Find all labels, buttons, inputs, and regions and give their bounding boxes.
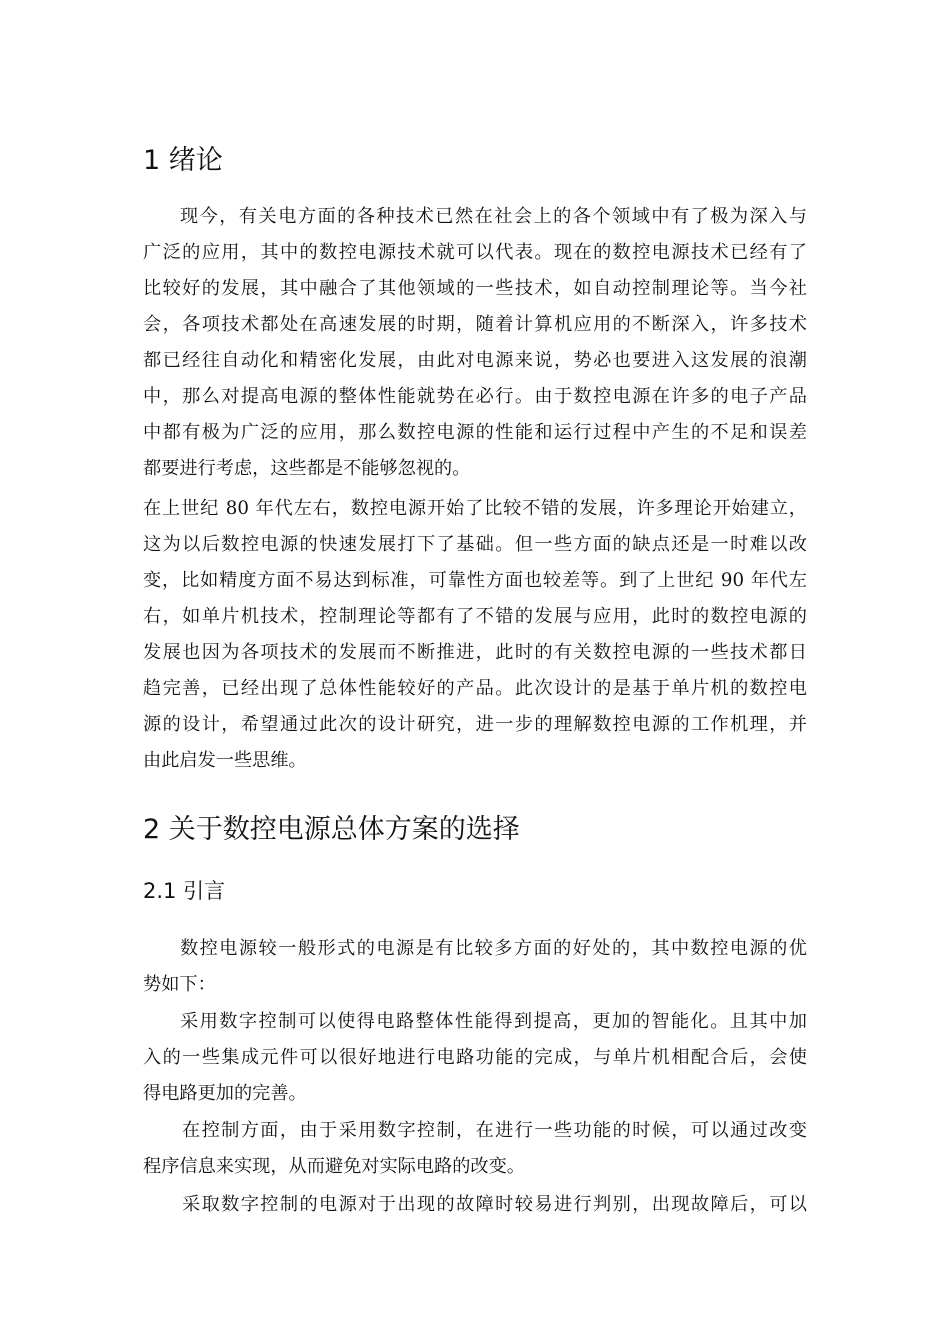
paragraph-line: 在控制方面，由于采用数字控制，在进行一些功能的时候，可以通过改变 (182, 1120, 807, 1141)
paragraph-line: 中都有极为广泛的应用，那么数控电源的性能和运行过程中产生的不足和误差 (143, 422, 807, 443)
paragraph-line: 趋完善，已经出现了总体性能较好的产品。此次设计的是基于单片机的数控电 (143, 678, 807, 699)
paragraph-line: 中，那么对提高电源的整体性能就势在必行。由于数控电源在许多的电子产品 (143, 386, 807, 407)
section-2-paragraph-1 (143, 931, 807, 1003)
section-2-paragraph-2 (143, 1004, 807, 1112)
paragraph-line: 源的设计，希望通过此次的设计研究，进一步的理解数控电源的工作机理，并 (143, 714, 807, 735)
paragraph-line: 现今，有关电方面的各种技术已然在社会上的各个领域中有了极为深入与 (180, 206, 807, 227)
paragraph-line: 右，如单片机技术，控制理论等都有了不错的发展与应用，此时的数控电源的 (143, 606, 807, 627)
paragraph-line: 会，各项技术都处在高速发展的时期，随着计算机应用的不断深入，许多技术 (143, 314, 807, 335)
paragraph-line: 在上世纪 80 年代左右，数控电源开始了比较不错的发展，许多理论开始建立， (143, 498, 807, 519)
paragraph-line: 这为以后数控电源的快速发展打下了基础。但一些方面的缺点还是一时难以改 (143, 534, 807, 555)
paragraph-line: 发展也因为各项技术的发展而不断推进，此时的有关数控电源的一些技术都日 (143, 642, 807, 663)
paragraph-line: 比较好的发展，其中融合了其他领域的一些技术，如自动控制理论等。当今社 (143, 278, 807, 299)
paragraph-line: 都要进行考虑，这些都是不能够忽视的。 (143, 458, 471, 479)
paragraph-line: 变，比如精度方面不易达到标准，可靠性方面也较差等。到了上世纪 90 年代左 (143, 570, 807, 591)
section-1-paragraph-1 (143, 199, 807, 487)
section-2-paragraph-3 (143, 1113, 807, 1185)
section-1-paragraph-2 (143, 491, 807, 779)
paragraph-line: 由此启发一些思维。 (143, 750, 307, 771)
paragraph-line: 采用数字控制可以使得电路整体性能得到提高，更加的智能化。且其中加 (180, 1011, 807, 1032)
subsection-heading-2-1: 2.1 引言 (143, 879, 226, 903)
paragraph-line: 程序信息来实现，从而避免对实际电路的改变。 (143, 1156, 525, 1177)
section-heading-2: 2 关于数控电源总体方案的选择 (143, 814, 520, 845)
paragraph-line: 数控电源较一般形式的电源是有比较多方面的好处的，其中数控电源的优 (180, 938, 807, 959)
paragraph-line: 采取数字控制的电源对于出现的故障时较易进行判别，出现故障后，可以 (182, 1194, 807, 1215)
paragraph-line: 都已经往自动化和精密化发展，由此对电源来说，势必也要进入这发展的浪潮 (143, 350, 807, 371)
paragraph-line: 势如下： (143, 974, 216, 995)
paragraph-line: 得电路更加的完善。 (143, 1083, 307, 1104)
section-2-paragraph-4 (143, 1187, 807, 1223)
section-heading-1: 1 绪论 (143, 145, 223, 176)
paragraph-line: 广泛的应用，其中的数控电源技术就可以代表。现在的数控电源技术已经有了 (143, 242, 807, 263)
paragraph-line: 入的一些集成元件可以很好地进行电路功能的完成，与单片机相配合后，会使 (143, 1047, 807, 1068)
